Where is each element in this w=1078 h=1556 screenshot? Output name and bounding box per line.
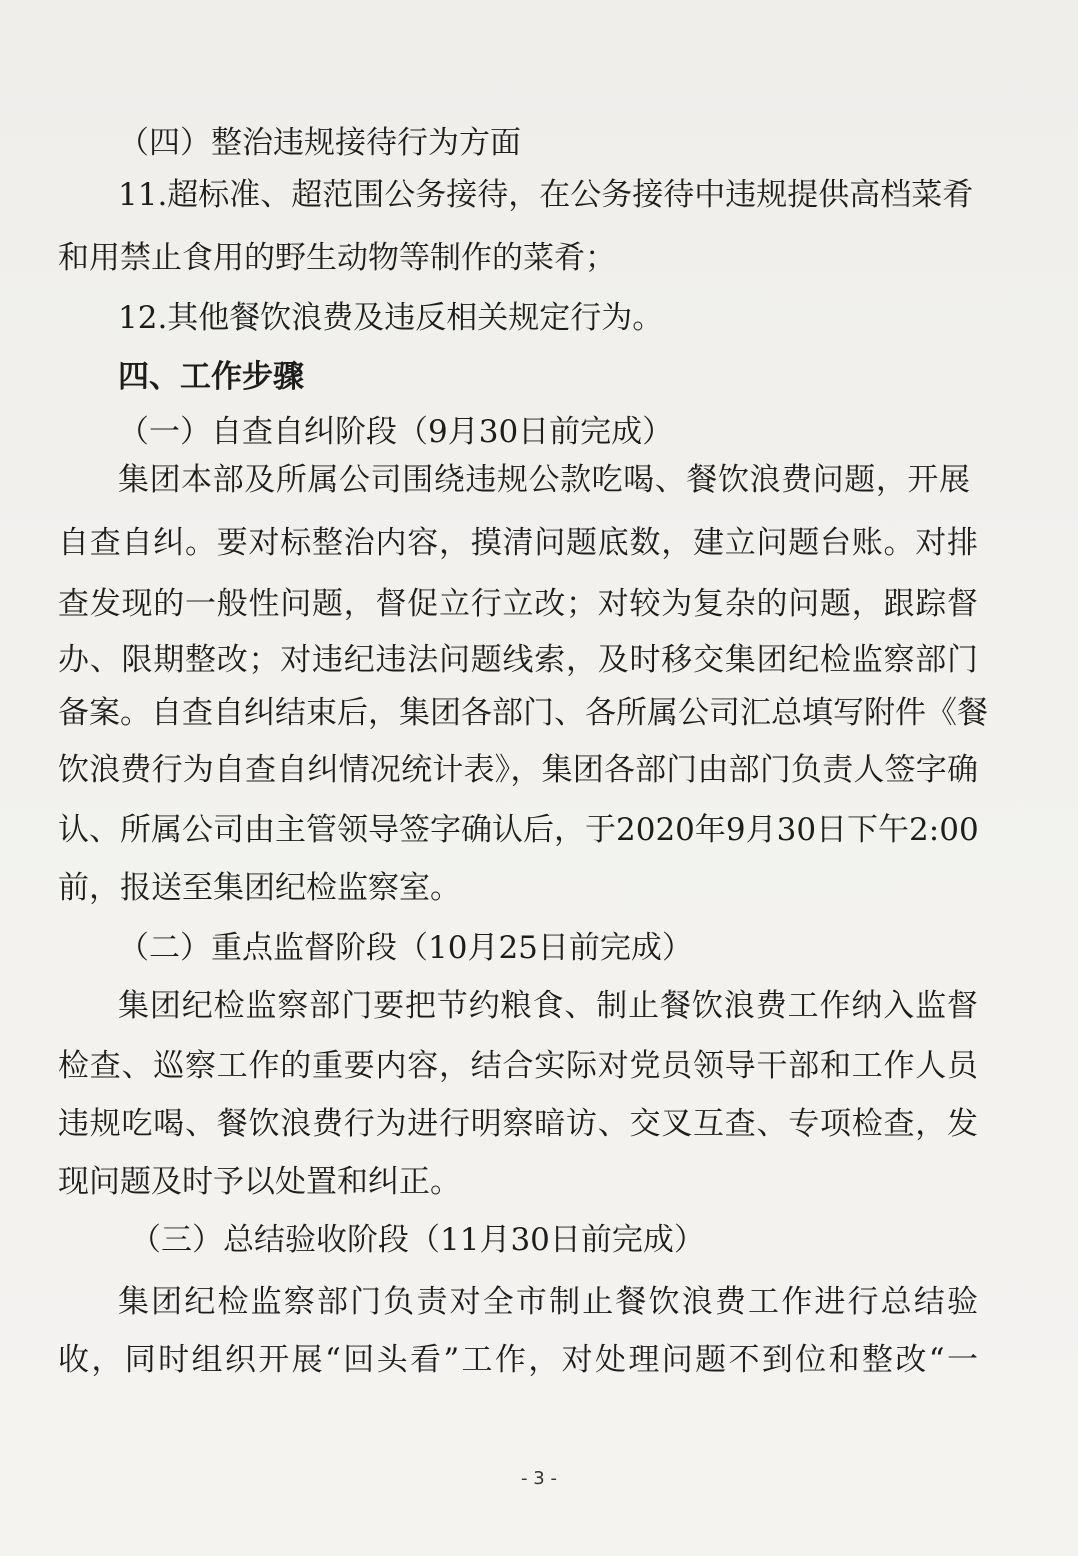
paragraph-line: 集团本部及所属公司围绕违规公款吃喝、餐饮浪费问题，开展 <box>118 462 970 498</box>
paragraph-line: 收，同时组织开展“回头看”工作，对处理问题不到位和整改“一 <box>58 1342 978 1378</box>
paragraph-line: 12.其他餐饮浪费及违反相关规定行为。 <box>118 300 664 336</box>
paragraph-line: 备案。自查自纠结束后，集团各部门、各所属公司汇总填写附件《餐 <box>58 695 988 731</box>
paragraph-line: 和用禁止食用的野生动物等制作的菜肴； <box>58 240 616 276</box>
subsection-heading-1: （一）自查自纠阶段（9月30日前完成） <box>118 414 674 450</box>
paragraph-line: 11.超标准、超范围公务接待，在公务接待中违规提供高档菜肴 <box>118 177 974 213</box>
section-heading: 四、工作步骤 <box>118 359 304 395</box>
paragraph-line: 查发现的一般性问题，督促立行立改；对较为复杂的问题，跟踪督 <box>58 586 978 622</box>
paragraph-line: 自查自纠。要对标整治内容，摸清问题底数，建立问题台账。对排 <box>58 525 978 561</box>
paragraph-line: 前，报送至集团纪检监察室。 <box>58 870 461 906</box>
paragraph-line: 认、所属公司由主管领导签字确认后，于2020年9月30日下午2:00 <box>58 812 979 848</box>
subsection-heading-3: （三）总结验收阶段（11月30日前完成） <box>130 1222 705 1258</box>
paragraph-line: 现问题及时予以处置和纠正。 <box>58 1164 461 1200</box>
paragraph-line: 集团纪检监察部门要把节约粮食、制止餐饮浪费工作纳入监督 <box>118 988 978 1024</box>
paragraph-line: 办、限期整改；对违纪违法问题线索，及时移交集团纪检监察部门 <box>58 642 978 678</box>
paragraph-line: 违规吃喝、餐饮浪费行为进行明察暗访、交叉互查、专项检查，发 <box>58 1106 978 1142</box>
paragraph-line: 饮浪费行为自查自纠情况统计表》，集团各部门由部门负责人签字确 <box>58 752 978 788</box>
paragraph-line: 集团纪检监察部门负责对全市制止餐饮浪费工作进行总结验 <box>118 1284 978 1320</box>
paragraph-line: 检查、巡察工作的重要内容，结合实际对党员领导干部和工作人员 <box>58 1048 978 1084</box>
page-number: - 3 - <box>521 1468 557 1489</box>
subsection-heading-4: （四）整治违规接待行为方面 <box>118 125 521 161</box>
subsection-heading-2: （二）重点监督阶段（10月25日前完成） <box>118 930 693 966</box>
